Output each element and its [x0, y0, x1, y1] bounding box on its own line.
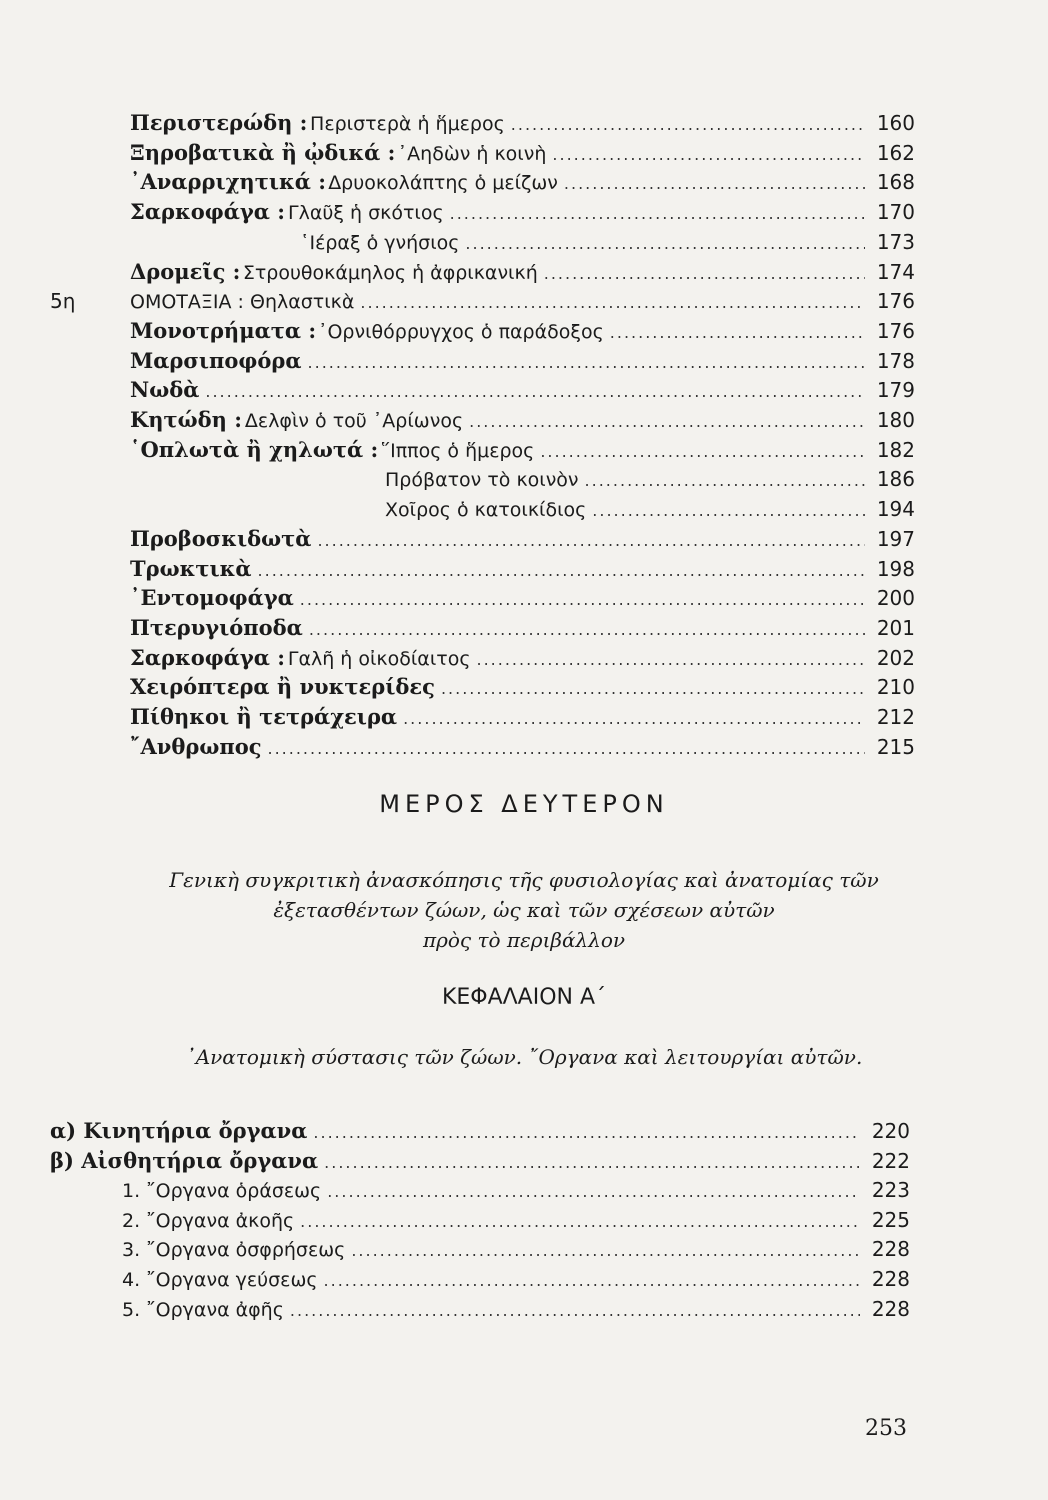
toc-entry-page: 228: [871, 1267, 910, 1291]
toc-entry-text: 5. ῎Οργανα ἀφῆς: [122, 1298, 284, 1321]
toc-entry-heading: Χειρόπτερα ἢ νυκτερίδες: [130, 674, 435, 700]
toc-entry-text: ᾿Αηδὼν ἡ κοινὴ: [397, 142, 547, 165]
toc-entry-page: 228: [871, 1296, 910, 1321]
toc-entry-page: 194: [876, 497, 915, 522]
toc-entry-heading: ᾿Εντομοφάγα: [130, 585, 294, 611]
toc-entry-text: ᾿Ορνιθόρρυγχος ὁ παράδοξος: [317, 320, 604, 343]
toc-entry: [130, 524, 915, 554]
toc-entry-page: 198: [876, 556, 915, 581]
toc-entry: [130, 405, 915, 435]
toc-entry: [130, 702, 915, 732]
toc-entry-page: 160: [876, 111, 915, 135]
toc-entry-text: Γλαῦξ ἡ σκότιος: [288, 202, 444, 225]
toc-entry-page: 202: [876, 645, 915, 670]
toc-entry-page: 215: [876, 734, 915, 759]
leader-dots: [592, 496, 865, 526]
leader-dots: [300, 585, 865, 615]
leader-dots: [465, 229, 865, 259]
leader-dots: [544, 259, 865, 289]
toc-entry-page: 182: [876, 437, 915, 462]
toc-entry: [130, 643, 915, 673]
toc-entry: [130, 435, 915, 465]
toc-entry: [122, 1205, 910, 1235]
leader-dots: [552, 140, 865, 170]
toc-entry: [130, 554, 915, 584]
leader-dots: [469, 407, 865, 437]
toc-entry-heading: Κητώδη :: [130, 407, 242, 432]
toc-entry: [130, 732, 915, 762]
toc-entry-heading: ᾿Αναρριχητικά :: [130, 169, 326, 195]
leader-dots: [351, 1236, 860, 1266]
leader-dots: [585, 466, 865, 496]
toc-entry-text: ῾Ιέραξ ὁ γνήσιος: [300, 231, 460, 254]
leader-dots: [317, 526, 865, 556]
page-number: 253: [865, 1416, 907, 1441]
leader-dots: [258, 556, 865, 586]
leader-dots: [441, 674, 865, 704]
leader-dots: [610, 318, 865, 348]
toc-entry: [122, 1234, 910, 1264]
leader-dots: [564, 169, 865, 199]
toc-entry-heading: Μαρσιποφόρα: [130, 347, 302, 373]
leader-dots: [309, 615, 865, 645]
toc-entry: [122, 1264, 910, 1294]
toc-entry-heading: Νωδὰ: [130, 377, 200, 403]
toc-entry-page: 220: [871, 1119, 910, 1143]
toc-entry-text: Χοῖρος ὁ κατοικίδιος: [385, 499, 587, 522]
part-subtitle-line-1: Γενικὴ συγκριτικὴ ἀνασκόπησις τῆς φυσιολογίας καὶ ἀνατομίας τῶν: [169, 868, 879, 892]
toc-entry-text: 1. ῎Οργανα ὁράσεως: [122, 1180, 322, 1203]
toc-entry-page: 176: [876, 318, 915, 343]
leader-dots: [327, 1177, 860, 1207]
toc-entry-page: 222: [871, 1148, 910, 1173]
leader-dots: [268, 734, 866, 764]
toc-entry-text: Δελφὶν ὁ τοῦ ᾿Αρίωνος: [244, 410, 464, 432]
leader-dots: [511, 110, 865, 140]
leader-dots: [476, 645, 865, 675]
chapter-subtitle: ᾿Ανατομικὴ σύστασις τῶν ζώων. ῎Οργανα καὶ λειτουργίαι αὐτῶν.: [185, 1045, 863, 1069]
toc-entry: [130, 316, 915, 346]
toc-entry-text: Περιστερὰ ἡ ἥμερος: [310, 113, 505, 135]
toc-entry-page: 162: [876, 140, 915, 165]
toc-entry-heading: Σαρκοφάγα :: [130, 644, 285, 670]
leader-dots: [308, 348, 865, 378]
part-subtitle-line-3: πρὸς τὸ περιβάλλον: [422, 928, 626, 952]
toc-entry-page: 174: [876, 259, 915, 284]
leader-dots: [324, 1148, 860, 1178]
toc-entry-page: 200: [876, 586, 915, 611]
toc-entry-page: 178: [876, 348, 915, 373]
toc-entry-text: Δρυοκολάπτης ὁ μείζων: [328, 172, 558, 195]
leader-dots: [403, 704, 865, 734]
toc-entry-page: 210: [876, 675, 915, 700]
toc-entry: [130, 672, 915, 702]
toc-entry-heading: Ξηροβατικὰ ἢ ᾠδικά :: [130, 139, 396, 165]
leader-dots: [313, 1118, 860, 1148]
toc-entry-text: Γαλῆ ἡ οἰκοδίαιτος: [287, 647, 471, 670]
toc-entry-text: 4. ῎Οργανα γεύσεως: [122, 1269, 318, 1291]
leader-dots: [205, 377, 865, 407]
toc-entry: [130, 583, 915, 613]
toc-entry: [385, 494, 915, 524]
toc-entry-text: 3. ῎Οργανα ὀσφρήσεως: [122, 1239, 346, 1262]
toc-entry-prefix: 5η: [50, 289, 76, 314]
toc-entry: [130, 257, 915, 287]
toc-entry-heading: Μονοτρήματα :: [130, 317, 317, 343]
toc-entry: [300, 227, 915, 257]
toc-entry-text: 2. ῎Οργανα ἀκοῆς: [122, 1209, 295, 1232]
toc-entry-page: 201: [876, 615, 915, 640]
toc-entry-page: 228: [871, 1237, 910, 1262]
toc-entry: [130, 197, 915, 227]
leader-dots: [540, 437, 865, 467]
toc-entry-page: 186: [876, 467, 915, 492]
part-subtitle-line-2: ἐξετασθέντων ζώων, ὡς καὶ τῶν σχέσεων αὐτῶν: [273, 898, 775, 922]
toc-entry-page: 176: [876, 289, 915, 314]
toc-entry-page: 225: [871, 1207, 910, 1232]
toc-entry: [130, 375, 915, 405]
toc-entry: [130, 613, 915, 643]
leader-dots: [450, 199, 865, 229]
toc-entry-page: 223: [871, 1178, 910, 1203]
toc-entry-page: 170: [876, 200, 915, 225]
toc-entry-text: Πρόβατον τὸ κοινὸν: [385, 469, 579, 492]
toc-entry-page: 197: [876, 526, 915, 551]
toc-entry-heading: Περιστερώδη :: [130, 110, 308, 135]
toc-entry-heading: Πίθηκοι ἢ τετράχειρα: [130, 704, 398, 729]
toc-entry: [130, 346, 915, 376]
toc-entry: [130, 108, 915, 138]
toc-entry-text: ῞Ιππος ὁ ἥμερος: [380, 439, 535, 462]
toc-entry-heading: Τρωκτικὰ: [130, 555, 252, 581]
toc-entry-heading: ῎Ανθρωπος: [130, 733, 262, 759]
leader-dots: [360, 288, 865, 318]
part-title: ΜΕΡΟΣ ΔΕΥΤΕΡΟΝ: [379, 790, 669, 818]
toc-entry-text: Στρουθοκάμηλος ἡ ἀφρικανική: [242, 261, 538, 284]
toc-entry-page: 179: [876, 378, 915, 403]
toc-entry-page: 212: [876, 705, 915, 729]
toc-entry-heading: Σαρκοφάγα :: [130, 199, 285, 225]
toc-entry: [130, 167, 915, 197]
toc-entry-page: 173: [876, 229, 915, 254]
toc-entry: [385, 464, 915, 494]
toc-entry: [122, 1175, 910, 1205]
toc-entry: [122, 1294, 910, 1324]
leader-dots: [300, 1207, 860, 1237]
leader-dots: [324, 1266, 860, 1296]
chapter-title: ΚΕΦΑΛΑΙΟΝ Α΄: [441, 985, 607, 1010]
toc-entry: [130, 138, 915, 168]
toc-entry-heading: Προβοσκιδωτὰ: [130, 525, 312, 551]
toc-entry-heading: ῾Οπλωτὰ ἢ χηλωτά :: [130, 436, 379, 462]
toc-entry-page: 168: [876, 170, 915, 195]
toc-entry: [50, 1116, 910, 1146]
toc-entry-heading: β) Αἰσθητήρια ὄργανα: [50, 1147, 319, 1173]
toc-entry: [50, 286, 915, 316]
leader-dots: [290, 1296, 860, 1326]
toc-entry-page: 180: [876, 408, 915, 432]
toc-entry-heading: α) Κινητήρια ὄργανα: [50, 1118, 308, 1143]
toc-entry-text: ΟΜΟΤΑΞΙΑ : Θηλαστικὰ: [130, 291, 355, 314]
toc-entry: [50, 1146, 910, 1176]
toc-entry-heading: Πτερυγιόποδα: [130, 614, 303, 640]
toc-entry-heading: Δρομεῖς :: [130, 258, 241, 284]
